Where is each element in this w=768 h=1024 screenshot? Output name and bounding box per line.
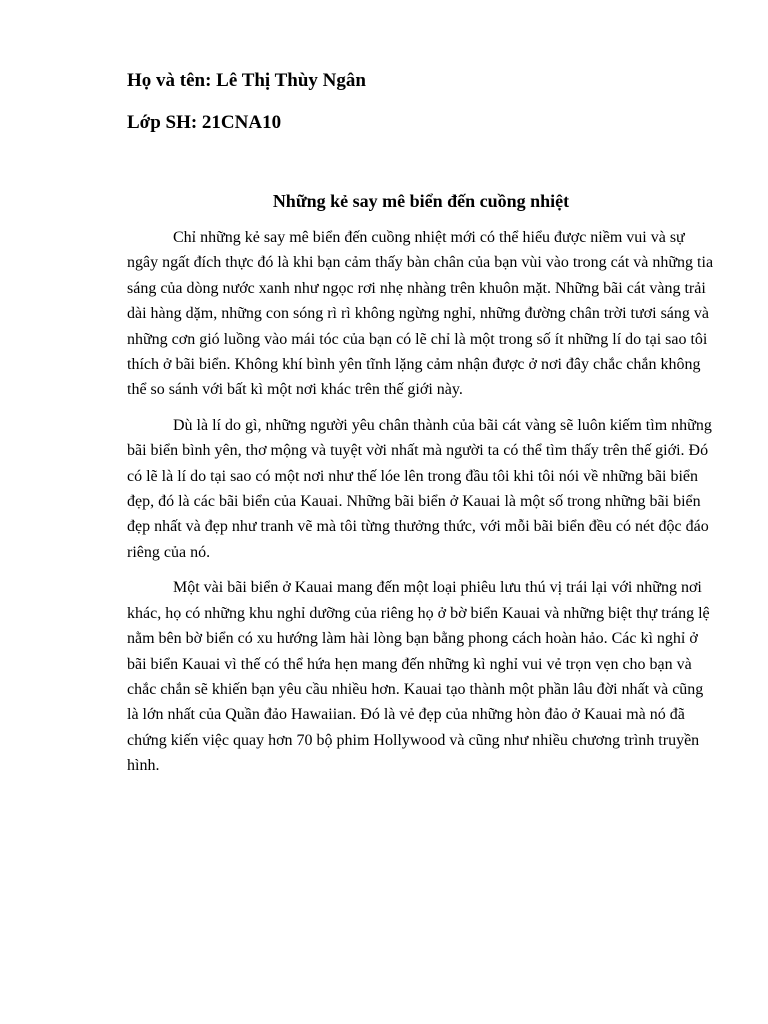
- essay-title: Những kẻ say mê biển đến cuồng nhiệt: [272, 191, 570, 211]
- essay-paragraph-2: Dù là lí do gì, những người yêu chân thành của bãi cát vàng sẽ luôn kiếm tìm những bãi biển bình yên, thơ mộng và tuyệt vời nhất mà người ta có thể tìm thấy trên thế giới. Đó có lẽ là lí do tại sao có một nơi như thế lóe lên trong đầu tôi khi tôi nói về những bãi biển đẹp, đó là các bãi biển của Kauai. Những bãi biển ở Kauai là một số trong những bãi biển đẹp nhất và đẹp như tranh vẽ mà tôi từng thưởng thức, với mỗi bãi biển đều có nét độc đáo riêng của nó.: [127, 416, 712, 561]
- student-name-line: Họ và tên: Lê Thị Thùy Ngân: [127, 70, 366, 91]
- student-class-line: Lớp SH: 21CNA10: [127, 112, 282, 133]
- essay-paragraph-3: Một vài bãi biển ở Kauai mang đến một loại phiêu lưu thú vị trái lại với những nơi khác, họ có những khu nghỉ dưỡng của riêng họ ở bờ biển Kauai và những biệt thự tráng lệ nằm bên bờ biển có xu hướng làm hài lòng bạn bằng phong cách hoàn hảo. Các kì nghỉ ở bãi biển Kauai vì thế có thể hứa hẹn mang đến những kì nghỉ vui vẻ trọn vẹn cho bạn và chắc chắn sẽ khiến bạn yêu cầu nhiều hơn. Kauai tạo thành một phần lâu đời nhất và cũng là lớn nhất của Quần đảo Hawaiian. Đó là vẻ đẹp của những hòn đảo ở Kauai mà nó đã chứng kiến việc quay hơn 70 bộ phim Hollywood và cũng như nhiều chương trình truyền hình.: [127, 579, 710, 775]
- essay-paragraph-1: Chỉ những kẻ say mê biển đến cuồng nhiệt mới có thể hiểu được niềm vui và sự ngây ngất đích thực đó là khi bạn cảm thấy bàn chân của bạn vùi vào trong cát và những tia sáng của dòng nước xanh như ngọc rơi nhẹ nhàng trên khuôn mặt. Những bãi cát vàng trải dài hàng dặm, những con sóng rì rì không ngừng nghỉ, những đường chân trời tươi sáng và những cơn gió luồng vào mái tóc của bạn có lẽ chỉ là một trong số ít những lí do tại sao tôi thích ở bãi biển. Không khí bình yên tĩnh lặng cảm nhận được ở nơi đây chắc chắn không thể so sánh với bất kì một nơi khác trên thế giới này.: [127, 229, 714, 399]
- essay-body: [127, 225, 715, 789]
